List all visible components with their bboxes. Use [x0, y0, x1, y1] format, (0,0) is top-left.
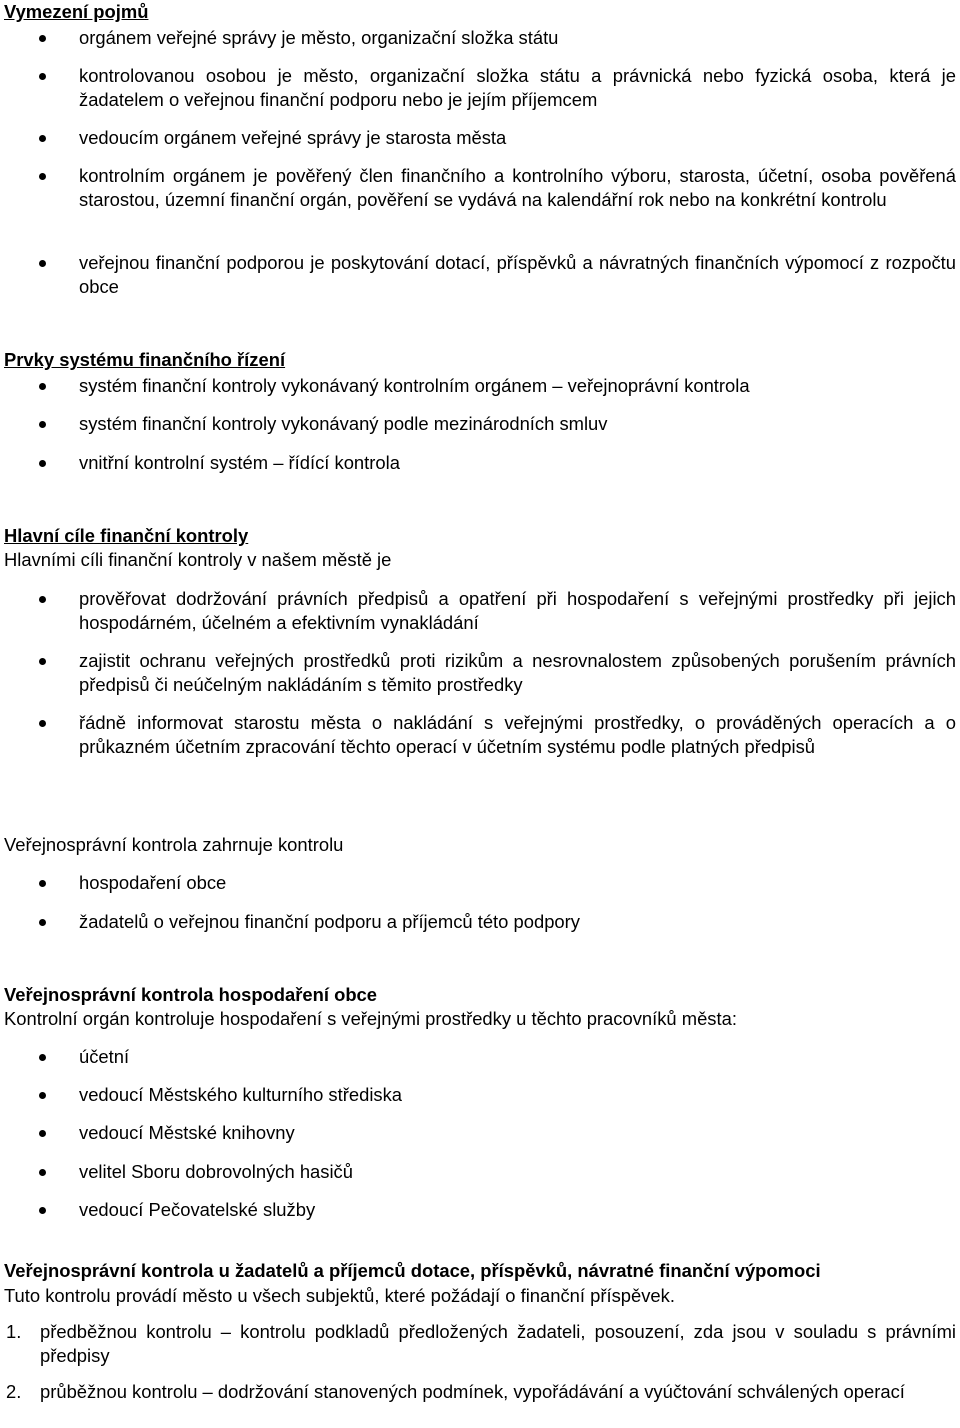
bullet-icon — [39, 1092, 46, 1099]
section-heading-vymezeni-pojmu: Vymezení pojmů — [4, 1, 149, 22]
bullet-icon — [39, 1130, 46, 1137]
section-intro-hospodareni: Kontrolní orgán kontroluje hospodaření s veřejnými prostředky u těchto pracovníků města: — [4, 1008, 737, 1029]
list-item: vedoucí Městské knihovny — [79, 1122, 295, 1143]
list-item: vedoucí Městského kulturního střediska — [79, 1084, 403, 1105]
section-heading-hospodareni: Veřejnosprávní kontrola hospodaření obce — [4, 984, 378, 1005]
list-item: kontrolním orgánem je pověřený člen finančního a kontrolního výboru, starosta, účetní, osoba pověřená starostou, územní finanční orgán, pověření se vydává na kalendářní rok nebo na konkrétní kontrolu — [79, 165, 956, 210]
list-item: účetní — [79, 1046, 130, 1067]
section-heading-zadatele: Veřejnosprávní kontrola u žadatelů a příjemců dotace, příspěvků, návratné finanční výpomoci — [4, 1260, 821, 1281]
bullet-icon — [39, 73, 46, 80]
section-heading-prvky: Prvky systému finančního řízení — [4, 349, 286, 370]
bullet-icon — [39, 1054, 46, 1061]
bullet-icon — [39, 658, 46, 665]
bullet-icon — [39, 1169, 46, 1176]
list-item: vedoucí Pečovatelské služby — [79, 1199, 316, 1220]
list-item: vnitřní kontrolní systém – řídící kontrola — [79, 452, 400, 473]
list-item: orgánem veřejné správy je město, organizační složka státu — [79, 27, 559, 48]
section-intro-zadatele: Tuto kontrolu provádí město u všech subjektů, které požádají o finanční příspěvek. — [4, 1285, 675, 1306]
bullet-icon — [39, 880, 46, 887]
list-item: kontrolovanou osobou je město, organizační složka státu a právnická nebo fyzická osoba, která je žadatelem o veřejnou finanční podporu nebo je jejím příjemcem — [79, 65, 956, 110]
bullet-icon — [39, 720, 46, 727]
list-item: systém finanční kontroly vykonávaný podle mezinárodních smluv — [79, 413, 608, 434]
section-intro-cile: Hlavními cíli finanční kontroly v našem městě je — [4, 549, 392, 570]
list-item: žadatelů o veřejnou finanční podporu a příjemců této podpory — [79, 911, 580, 932]
bullet-icon — [39, 35, 46, 42]
section-intro-verejnospravni: Veřejnosprávní kontrola zahrnuje kontrolu — [4, 834, 344, 855]
list-item: hospodaření obce — [79, 872, 227, 893]
list-number: 1. — [6, 1321, 22, 1342]
list-item: veřejnou finanční podporou je poskytování dotací, příspěvků a návratných finančních výpomocí z rozpočtu obce — [79, 252, 956, 297]
bullet-icon — [39, 383, 46, 390]
list-item: vedoucím orgánem veřejné správy je starosta města — [79, 127, 507, 148]
bullet-icon — [39, 1207, 46, 1214]
list-item: řádně informovat starostu města o nakládání s veřejnými prostředky, o prováděných operacích a o průkazném účetním zpracování těchto operací v účetním systému podle platných předpisů — [79, 712, 956, 757]
list-item: prověřovat dodržování právních předpisů a opatření při hospodaření s veřejnými prostředky při jejich hospodárném, účelném a efektivním vynakládání — [79, 588, 956, 633]
list-item: zajistit ochranu veřejných prostředků proti rizikům a nesrovnalostem způsobených porušením právních předpisů či neúčelným nakládáním s těmito prostředky — [79, 650, 956, 695]
bullet-icon — [39, 260, 46, 267]
list-number: 2. — [6, 1381, 22, 1402]
list-item: předběžnou kontrolu – kontrolu podkladů předložených žadateli, posouzení, zda jsou v souladu s právními předpisy — [40, 1321, 956, 1366]
bullet-icon — [39, 919, 46, 926]
bullet-icon — [39, 460, 46, 467]
bullet-icon — [39, 173, 46, 180]
bullet-icon — [39, 421, 46, 428]
section-heading-cile: Hlavní cíle finanční kontroly — [4, 525, 249, 546]
list-item: velitel Sboru dobrovolných hasičů — [79, 1161, 353, 1182]
list-item: průběžnou kontrolu – dodržování stanovených podmínek, vypořádávání a vyúčtování schválených operací — [40, 1381, 905, 1402]
bullet-icon — [39, 135, 46, 142]
list-item: systém finanční kontroly vykonávaný kontrolním orgánem – veřejnoprávní kontrola — [79, 375, 750, 396]
bullet-icon — [39, 596, 46, 603]
